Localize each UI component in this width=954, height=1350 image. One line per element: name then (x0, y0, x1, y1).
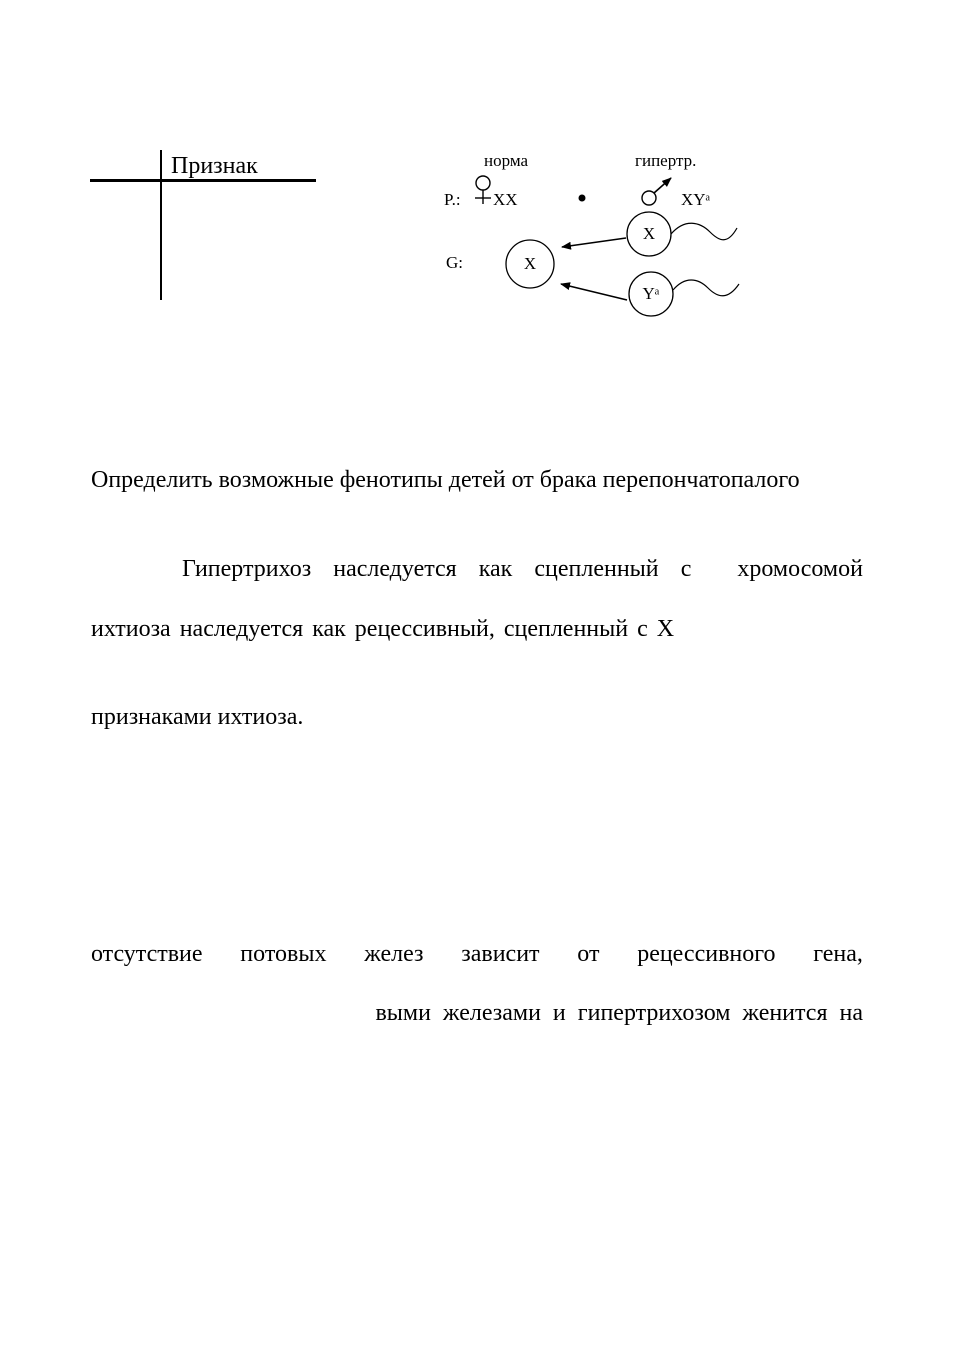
word: зависит (461, 941, 540, 967)
male-genotype: XYᵃ (681, 190, 711, 209)
word: от (577, 941, 600, 967)
gamete-male-y-text: Yᵃ (642, 284, 660, 303)
table-vertical-rule (160, 150, 162, 300)
arrow-x-to-gamete-icon (562, 238, 626, 247)
word: желез (364, 941, 424, 967)
word: сцепленный (534, 556, 659, 582)
word: хромосомой (737, 556, 863, 582)
male-symbol-icon (642, 178, 671, 205)
word: как (478, 556, 513, 582)
word: наследуется (333, 556, 457, 582)
gamete-male-x-text: X (642, 224, 656, 243)
text-line-2 (182, 555, 863, 583)
sperm-tail-y-icon (673, 280, 739, 296)
word: рецессивного (637, 941, 776, 967)
gamete-female-text: X (523, 254, 537, 273)
word: Гипертрихоз (182, 556, 312, 582)
word: потовых (240, 941, 327, 967)
parent-prefix: P.: (444, 190, 461, 209)
female-genotype: XX (493, 190, 518, 209)
label-hyper: гипертр. (635, 151, 697, 170)
text-line-6: выми железами и гипертрихозом женится на (375, 1000, 863, 1026)
word: с (680, 556, 692, 582)
label-norm: норма (484, 151, 529, 170)
text-line-5 (91, 940, 863, 968)
female-symbol-icon (475, 176, 491, 204)
cross-diagram (430, 140, 760, 320)
cross-dot-icon (579, 195, 586, 202)
gametes-label: G: (446, 253, 463, 272)
text-line-4: признаками ихтиоза. (91, 704, 304, 730)
word: гена, (813, 941, 863, 967)
text-line-1: Определить возможные фенотипы детей от брака перепончатопалого (91, 467, 800, 493)
text-line-3: ихтиоза наследуется как рецессивный, сцепленный с X (91, 616, 675, 642)
table-header-label: Признак (171, 153, 258, 179)
sperm-tail-x-icon (671, 223, 737, 240)
word: отсутствие (91, 941, 203, 967)
arrow-y-to-gamete-icon (561, 284, 627, 300)
